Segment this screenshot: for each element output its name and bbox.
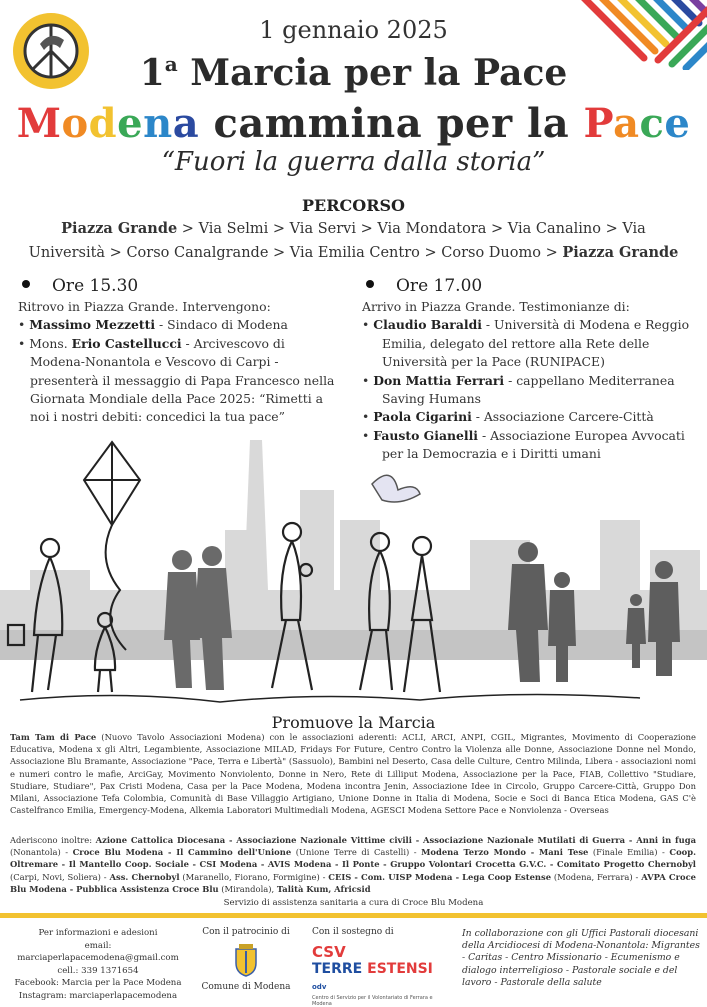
adherent-text: (Carpi, Novi, Soliera) - xyxy=(10,871,110,882)
medical-service-note: Servizio di assistenza sanitaria a cura di Croce Blu Modena xyxy=(223,898,484,908)
event-date: 1 gennaio 2025 xyxy=(259,16,448,44)
bullet-dot xyxy=(22,280,30,288)
subtitle-letter: P xyxy=(583,100,614,147)
session-2-hour: Ore 17.00 xyxy=(366,276,482,296)
event-quote: “Fuori la guerra dalla storia” xyxy=(161,147,546,177)
support-block: Con il sostegno di CSV TERRE ESTENSI odv Centro di Servizio per il Volontariato di Ferrara e Modena xyxy=(312,927,452,1007)
adherent-text: CEIS - Com. UISP Modena - Lega Coop Estense xyxy=(328,871,552,882)
subtitle-letter: n xyxy=(143,100,173,147)
email-link[interactable]: email: marciaperlapacemodena@gmail.com xyxy=(17,940,179,964)
route-heading: PERCORSO xyxy=(302,196,405,215)
event-title: 1$^a$ Marcia per la Pace xyxy=(139,52,568,94)
footer-divider xyxy=(0,913,707,918)
facebook-link[interactable]: Facebook: Marcia per la Pace Modena xyxy=(14,978,182,989)
adherent-text: Talità Kum, Africsid xyxy=(276,883,371,894)
subtitle-letter: e xyxy=(117,100,144,147)
event-subtitle: Modena cammina per la Pace xyxy=(16,100,691,147)
adherent-text: Coop. Oltremare - Il Mantello Coop. Sociale - CSI Modena - AVIS Modena - Il Ponte - Gruppo Volontari Crocetta G.V.C. - Comitato Progetto Chernobyl xyxy=(10,847,697,870)
subtitle-letter: e xyxy=(664,100,691,147)
subtitle-modena xyxy=(17,100,199,147)
session-1-hour: Ore 15.30 xyxy=(22,276,138,296)
route-line-2: Università > Corso Canalgrande > Via Emilia Centro > Corso Duomo > Piazza Grande xyxy=(28,244,679,261)
session-2-details: Arrivo in Piazza Grande. Testimonianze di: • Claudio Baraldi - Università di Modena e Reggio Emilia, delegato del rettore alla Rete delle Università per la Pace (RUNIPACE) • Don Mattia Ferrari - cappellano Mediterranea Saving Humans • Paola Cigarini - Associazione Carcere-Città • Fausto Gianelli - Associazione Europea Avvocati per la Democrazia e i Diritti umani xyxy=(362,298,692,464)
speaker-item: • Don Mattia Ferrari - cappellano Mediterranea Saving Humans xyxy=(362,372,675,407)
speaker-item: • Claudio Baraldi - Università di Modena e Reggio Emilia, delegato del rettore alla Rete delle Università per la Pace (RUNIPACE) xyxy=(362,317,690,370)
subtitle-letter: M xyxy=(16,100,62,147)
subtitle-letter: o xyxy=(61,100,89,147)
promoters-heading: Promuove la Marcia xyxy=(271,713,436,732)
bullet-dot xyxy=(366,280,374,288)
adherent-text: (Unione Terre di Castelli) - xyxy=(291,847,422,858)
speaker-item: • Massimo Mezzetti - Sindaco di Modena xyxy=(18,317,288,333)
dove xyxy=(372,475,420,502)
subtitle-pace xyxy=(584,100,691,147)
adherent-text: (Nonantola) - xyxy=(10,847,73,858)
adherent-text: AVPA Croce Blu Modena - Pubblica Assistenza Croce Blu xyxy=(10,871,696,894)
speaker-item: • Fausto Gianelli - Associazione Europea Avvocati per la Democrazia e i Diritti umani xyxy=(362,427,685,462)
route-line-1: Piazza Grande > Via Selmi > Via Servi > Via Mondatora > Via Canalino > Via xyxy=(61,220,646,237)
adherent-text: Azione Cattolica Diocesana - Associazione Nazionale Vittime civili - Associazione Nazionale Mutilati di Guerra - Anni in fuga xyxy=(95,835,697,845)
adherents-list: Aderiscono inoltre: Azione Cattolica Diocesana - Associazione Nazionale Vittime civili - Associazione Nazionale Mutilati di Guerra - Anni in fuga (Nonantola) - Croce Blu Modena - Il Cammino dell'Unione (Unione Terre di Castelli) - Modena Terzo Mondo - Mani Tese (Finale Emilia) - Coop. Oltremare - Il Mantello Coop. Sociale - CSI Modena - AVIS Modena - Il Ponte - Gruppo Volontari Crocetta G.V.C. - Comitato Progetto Chernobyl (Carpi, Novi, Soliera) - Ass. Chernobyl (Maranello, Fiorano, Formigine) - CEIS - Com. UISP Modena - Lega Coop Estense (Modena, Ferrara) - AVPA Croce Blu Modena - Pubblica Assistenza Croce Blu (Mirandola), Talità Kum, Africsid xyxy=(10,835,697,894)
promoters-list: Tam Tam di Pace (Nuovo Tavolo Associazioni Modena) con le associazioni aderenti: ACLI, ARCI, ANPI, CGIL, Migrantes, Movimento di Cooperazione Educativa, Modena x gli Altri, Legambiente, Associazione MILAD, Fridays For Future, Centro Contro la Violenza alle Donne, Associazione Donne nel Mondo, Associazione Blu Bramante, Associazione "Pace, Terra e Libertà" (Sassuolo), Bambini nel Deserto, Casa delle Culture, Centro Milinda, Libera - associazioni nomi e numeri contro le mafie, ArciGay, Movimento Nonviolento, Donne in Nero, Rete di Lilliput Modena, Associazione per la Pace, FIAB, Collettivo "Studiare, Studiare, Studiare", Pax Cristi Modena, Casa per la Pace Modena, Modena incontra Jenin, Associazione Idee in Circolo, Gruppo Carcere-Città, Gruppo Don Milani, Associazione Tefa Colombia, Comunità di Base Villaggio Artigiano, Unione Donne in Italia di Modena, Socie e Soci di Banca Etica Modena, GAS C'è Castelfranco Emilia, Emergency-Modena, Alkemia Laboratori Multimediali Modena, AGESCI Modena Settore Pace e Nonviolenza - Overseas xyxy=(10,732,696,816)
march-illustration xyxy=(0,420,707,720)
csv-logo-text: CSV xyxy=(312,943,346,961)
subtitle-letter: c xyxy=(639,100,665,147)
speaker-item: • Paola Cigarini - Associazione Carcere-Città xyxy=(362,409,654,425)
subtitle-letter: a xyxy=(172,100,200,147)
session-1-details: Ritrovo in Piazza Grande. Intervengono: • Massimo Mezzetti - Sindaco di Modena • Mons. Erio Castellucci - Arcivescovo di Modena-Nonantola e Vescovo di Carpi - presenterà il messaggio di Papa Francesco nella Giornata Mondiale della Pace 2025: “Rimetti a noi i nostri debiti: concedici la tua pace” xyxy=(18,298,340,427)
adherent-text: (Mirandola), xyxy=(218,883,277,894)
adherent-text: Croce Blu Modena - Il Cammino dell'Unione xyxy=(72,847,292,858)
pastoral-collaboration: In collaborazione con gli Uffici Pastorali diocesani della Arcidiocesi di Modena-Nonantola: Migrantes - Caritas - Centro Missionario - Ecumenismo e dialogo interreligioso - Pastorale sociale e del lavoro - Pastorale della salute xyxy=(462,928,700,988)
contact-info: Per informazioni e adesioni email: marciaperlapacemodena@gmail.com cell.: 339 1371654 Facebook: Marcia per la Pace Modena Instagram: marciaperlapacemodena xyxy=(4,927,192,1003)
speaker-item: • Mons. Erio Castellucci - Arcivescovo di Modena-Nonantola e Vescovo di Carpi - presenterà il messaggio di Papa Francesco nella Giornata Mondiale della Pace 2025: “Rimetti a noi i nostri debiti: concedici la tua pace” xyxy=(18,335,335,425)
adherent-text: Modena Terzo Mondo - Mani Tese xyxy=(421,847,589,858)
instagram-link[interactable]: Instagram: marciaperlapacemodena xyxy=(18,990,178,1001)
comune-crest-icon xyxy=(233,941,259,977)
patronage-block: Con il patrocinio di Comune di Modena xyxy=(201,927,291,992)
adherent-text: Ass. Chernobyl xyxy=(109,871,180,882)
adherent-text: (Modena, Ferrara) - xyxy=(551,871,642,882)
subtitle-letter: a xyxy=(613,100,640,147)
subtitle-letter: d xyxy=(88,100,118,147)
adherent-text: (Finale Emilia) - xyxy=(588,847,670,858)
adherent-text: (Maranello, Fiorano, Formigine) - xyxy=(179,871,329,882)
